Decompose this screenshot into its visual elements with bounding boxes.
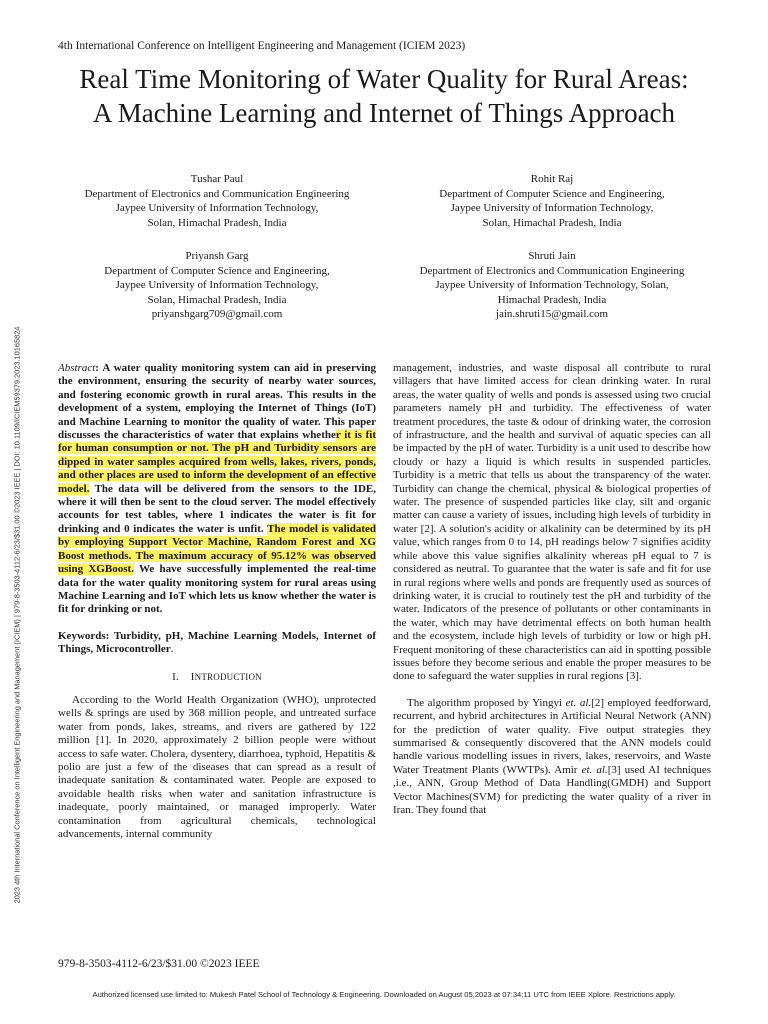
citation-etal: et. al. [581,763,608,776]
author-email: priyanshgarg709@gmail.com [151,308,283,320]
left-column [58,362,376,841]
body-paragraph: management, industries, and waste disposal all contribute to rural villagers that have limited access for clean drinking water. In rural areas, the water quality of wells and ponds is assessed using two crucial parameters namely pH and turbidity. The effectiveness of water treatment procedures, the taste & odour of drinking water, the corrosion of infrastructure, and the health and survival of aquatic species can all be impacted by the pH of water. Turbidity is a unit used to describe how cloudy or hazy a liquid is which results in suspended particles. Turbidity is a metric that tells us about the transparency of the water. Turbidity can change the chemical, physical & biological properties of water. The presence of suspended particles like clay, silt and organic matter can cause a variety of issues, including high levels of turbidity in water [2]. A solution's acidity or alkalinity can be determined by its pH value, which ranges from 0 to 14, pH readings below 7 signifies acidity while above this value signifies alkalinity whereas pH equal to 7 is considered as neutral. To guarantee that the water is safe and fit for use in rural regions where wells and ponds are frequently used as sources of drinking water, it is crucial to routinely test the pH and turbidity of the water. Indicators of the presence of pollutants or other contaminants in the water, which may have detrimental effects on both human health and the ecosystem, include high levels of turbidity or low or high pH. Frequent monitoring of these characteristics can aid in spotting possible issues before they become serious and enable the proper measures to be done to safeguard the water supplies in rural regions [3]. [393,362,711,683]
abstract-text: We have successfully implemented the real-time data for the water quality monitoring system for rural areas using Machine Learning and IoT which lets us know whether the water is fit for drinking or not. [58,563,376,616]
body-text: [3] used AI techniques ,i.e., ANN, Group Method of Data Handling(GMDH) and Support Vector Machines(SVM) for predicting the water quality of a river in Iran. They found that [393,763,712,816]
author-block [393,249,711,322]
citation-etal: et. al. [565,696,592,709]
keywords-paragraph [58,630,376,657]
side-doi-banner [2,250,32,980]
author-affiliation: Jaypee University of Information Technology, [115,279,319,291]
author-affiliation: Department of Electronics and Communication Engineering [419,264,685,277]
title-line-2: A Machine Learning and Internet of Things Approach [92,98,676,128]
abstract-text: The data will be delivered from the sensors to the IDE, where it will then be sent to the cloud server. The model effectively accounts for test tables, where 1 indicates the water is fit for drinking and 0 indicates the water is unfit. [58,482,376,535]
conference-header: 4th International Conference on Intelligent Engineering and Management (ICIEM 2023) [58,40,466,52]
doi-text: 2023 4th International Conference on Intelligent Engineering and Management (ICIEM) | 979-8-3503-4112-6/23/$31.00 ©2023 IEEE | DOI: 10.1109/ICIEM59379.2023.10165824 [12,326,22,904]
author-name: Tushar Paul [190,173,244,185]
author-block [58,249,376,322]
abstract-text: : A water quality monitoring system can aid in preserving the environment, ensuring the security of nearby water sources, and fostering economic growth in rural areas. This results in the development of a system, employing the Internet of Things (IoT) and Machine Learning to monitor the quality of water. This paper discusses the characteristics of water that explains whethe [58,362,376,442]
body-paragraph [393,697,711,818]
title-line-1: Real Time Monitoring of Water Quality for Rural Areas: [79,64,689,94]
section-number: I. [172,670,179,683]
highlighted-text: The model is validated by employing Support Vector Machine, Random Forest and XG Boost methods. The maximum accuracy of 95.12% was observed using XGBoost. [58,522,376,576]
author-affiliation: Jaypee University of Information Technology, [115,202,319,214]
highlighted-text: r it is fit for human consumption or not. The pH and Turbidity sensors are dipped in water samples acquired from wells, lakes, rivers, ponds, and other places are used to inform the development of an effective model. [58,429,376,495]
body-text: [2] employed feedforward, recurrent, and hybrid architectures in Artificial Neural Network (ANN) for the prediction of water quality. Five output strategies they summarised & consequently discovered that the ANN models could handle various modelling issues in rivers, lakes, reservoirs, and Waste Water Treatment Plants (WWTPs). Amir [393,696,712,776]
author-block [58,172,376,230]
right-column [393,362,711,817]
keywords-end: . [170,643,174,656]
abstract-paragraph [58,362,376,617]
body-text: The algorithm proposed by Yingyi [407,696,566,709]
intro-paragraph: According to the World Health Organization (WHO), unprotected wells & springs are used by 368 million people, and untreated surface water from ponds, lakes, streams, and rivers are gathered by 122 million [1]. In 2020, approximately 2 billion people were without access to safe water. Cholera, dysentery, diarrhoea, typhoid, Hepatitis & polio are just a few of the diseases that can spread as a result of inadequate sanitation & contaminated water. People are exposed to avoidable health risks when water and sanitation infrastructure is inadequate, poorly maintained, or managed improperly. Water contamination from agricultural chemicals, technological advancements, internal community [58,693,376,840]
author-affiliation: Himachal Pradesh, India [497,293,607,306]
section-title-rest: NTRODUCTION [194,671,262,682]
author-name: Shruti Jain [528,250,576,262]
author-affiliation: Solan, Himachal Pradesh, India [482,216,622,229]
author-block [393,172,711,230]
section-heading [58,671,376,684]
paper-title [20,62,748,130]
keywords-text: Keywords: Turbidity, pH, Machine Learning Models, Internet of Things, Microcontroller [58,629,376,656]
author-affiliation: Department of Electronics and Communication Engineering [84,187,350,200]
author-affiliation: Department of Computer Science and Engineering, [439,187,665,200]
author-affiliation: Solan, Himachal Pradesh, India [147,216,287,229]
copyright-footer: 979-8-3503-4112-6/23/$31.00 ©2023 IEEE [58,958,260,970]
author-affiliation: Department of Computer Science and Engineering, [104,264,330,277]
license-notice: Authorized licensed use limited to: Mukesh Patel School of Technology & Engineering. Downloaded on August 05,2023 at 07:34:11 UTC from IEEE Xplore. Restrictions apply. [92,990,676,999]
author-email: jain.shruti15@gmail.com [495,308,609,320]
author-name: Priyansh Garg [185,250,249,262]
author-affiliation: Solan, Himachal Pradesh, India [147,293,287,306]
abstract-label: Abstract [58,362,96,374]
author-affiliation: Jaypee University of Information Technology, Solan, [435,279,669,291]
author-name: Rohit Raj [530,173,574,185]
section-first-letter: I [190,670,195,683]
author-affiliation: Jaypee University of Information Technology, [450,202,654,214]
